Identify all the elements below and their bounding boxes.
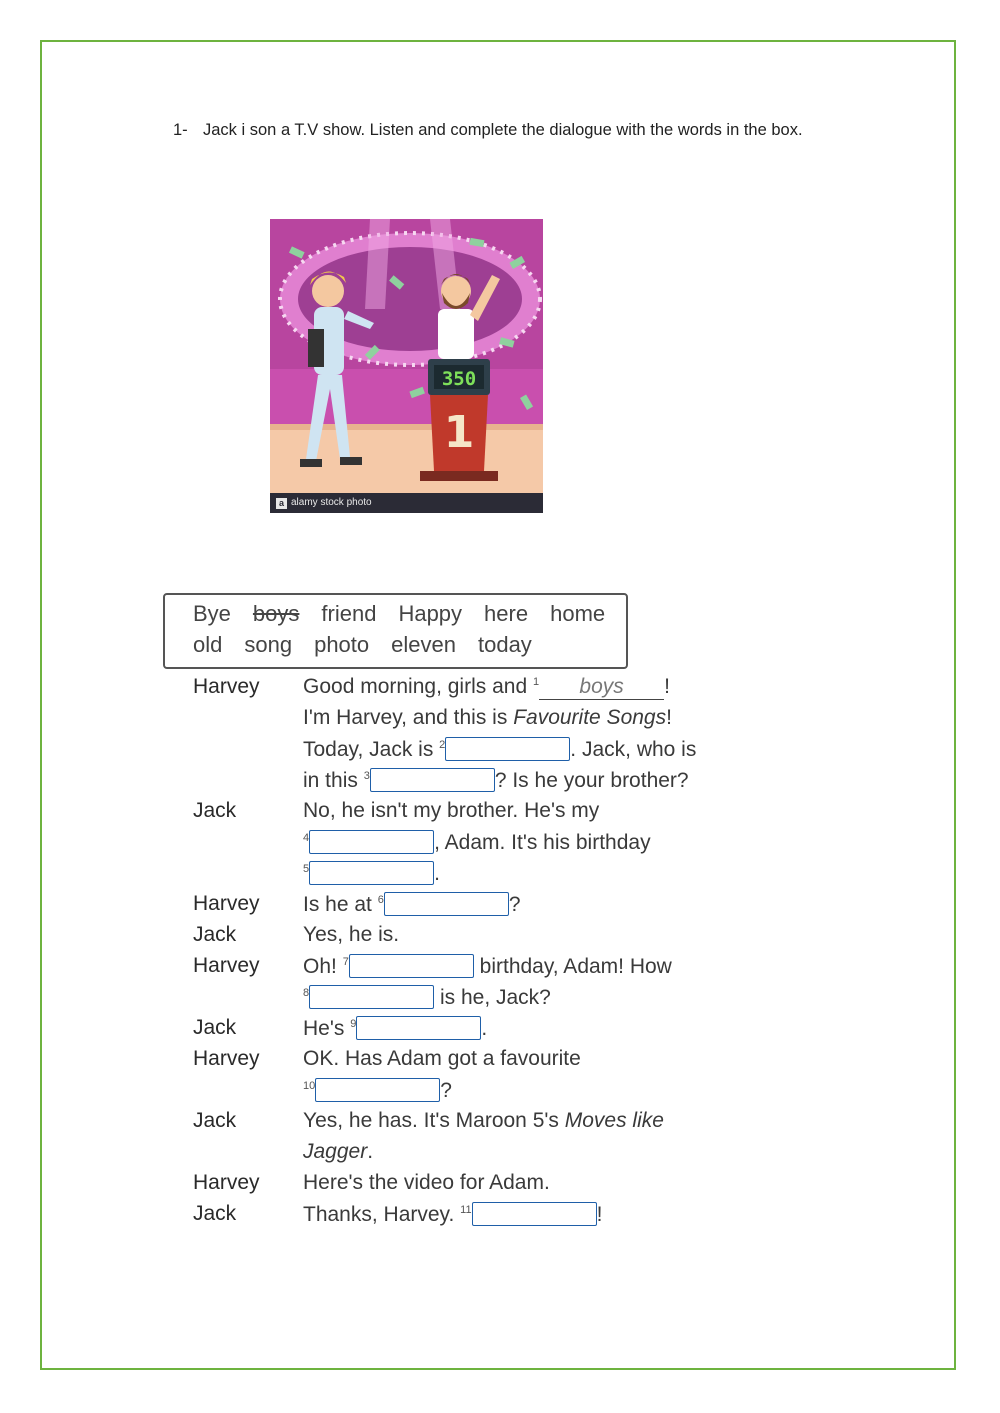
song-title: Jagger <box>303 1140 368 1163</box>
answer-blank-2[interactable] <box>445 737 570 761</box>
speaker-name: Jack <box>193 1109 237 1132</box>
word-chip: here <box>484 601 529 626</box>
speaker-name: Harvey <box>193 1047 260 1070</box>
answer-blank-6[interactable] <box>384 892 509 916</box>
exercise-instruction <box>173 118 853 142</box>
speaker-name: Jack <box>193 1202 237 1225</box>
word-chip: old <box>193 632 223 657</box>
line-text: He's <box>303 1017 351 1040</box>
score-display: 350 <box>441 368 477 390</box>
speaker-name: Harvey <box>193 675 260 698</box>
word-box <box>163 593 628 669</box>
word-chip-crossed: boys <box>252 601 300 626</box>
answer-blank-8[interactable] <box>309 985 434 1009</box>
blank-number: 7 <box>342 956 349 968</box>
answer-blank-7[interactable] <box>349 954 474 978</box>
game-show-scene <box>270 219 543 513</box>
word-chip: eleven <box>391 632 456 657</box>
show-title: Favourite Songs <box>513 706 667 729</box>
tv-show-illustration <box>270 219 543 513</box>
line-text: No, he isn't my brother. He's my <box>303 799 600 822</box>
song-title: Moves like <box>564 1109 664 1132</box>
blank-number: 1 <box>532 676 540 688</box>
word-chip: friend <box>321 601 377 626</box>
watermark-text: alamy stock photo <box>291 497 372 508</box>
speaker-name: Harvey <box>193 892 260 915</box>
instruction-text: Jack i son a T.V show. Listen and complete the dialogue with the words in the box. <box>203 121 803 139</box>
speaker-name: Jack <box>193 799 237 822</box>
line-text: . Jack, who is <box>570 738 697 761</box>
line-text: Today, Jack is <box>303 738 440 761</box>
line-text: ? Is he your brother? <box>494 769 689 792</box>
word-box-row-1 <box>193 601 627 627</box>
podium-number: 1 <box>443 407 475 458</box>
answer-blank-11[interactable] <box>472 1202 597 1226</box>
line-text: OK. Has Adam got a favourite <box>303 1047 581 1070</box>
speaker-name: Jack <box>193 923 237 946</box>
word-box-row-2 <box>193 632 554 658</box>
word-chip: home <box>550 601 606 626</box>
blank-number: 8 <box>303 987 310 999</box>
line-text: . <box>367 1140 374 1163</box>
line-text: , Adam. It's his birthday <box>434 831 651 854</box>
watermark <box>270 493 543 513</box>
line-text: ? <box>440 1079 452 1102</box>
line-text: in this <box>303 769 364 792</box>
line-text: ! <box>666 706 672 729</box>
blank-number: 4 <box>303 832 310 844</box>
line-text: . <box>481 1017 488 1040</box>
word-chip: photo <box>314 632 370 657</box>
line-text: Oh! <box>303 955 343 978</box>
line-text: I'm Harvey, and this is <box>303 706 514 729</box>
line-text: ? <box>508 893 521 916</box>
alamy-logo-icon: a <box>276 498 287 509</box>
answer-blank-9[interactable] <box>356 1016 481 1040</box>
line-text: Is he at <box>303 893 378 916</box>
blank-number: 2 <box>439 739 446 751</box>
example-answer: boys <box>539 675 664 700</box>
answer-blank-3[interactable] <box>370 768 495 792</box>
line-text: Yes, he is. <box>303 923 400 946</box>
answer-blank-4[interactable] <box>309 830 434 854</box>
blank-number: 6 <box>377 894 384 906</box>
line-text: Thanks, Harvey. <box>303 1203 461 1226</box>
line-text: Good morning, girls and <box>303 675 533 698</box>
blank-number: 3 <box>363 770 370 782</box>
line-text: . <box>434 862 440 885</box>
line-text: ! <box>664 675 670 698</box>
blank-number: 10 <box>303 1080 316 1092</box>
word-chip: Bye <box>193 601 231 626</box>
line-text: Here's the video for Adam. <box>303 1171 550 1194</box>
speaker-name: Harvey <box>193 954 260 977</box>
answer-blank-5[interactable] <box>309 861 434 885</box>
line-text: Yes, he has. It's Maroon 5's <box>303 1109 565 1132</box>
line-text: ! <box>596 1203 603 1226</box>
speaker-name: Jack <box>193 1016 237 1039</box>
word-chip: Happy <box>398 601 463 626</box>
line-text: birthday, Adam! How <box>473 955 672 978</box>
blank-number: 5 <box>303 863 310 875</box>
answer-blank-10[interactable] <box>315 1078 440 1102</box>
word-chip: today <box>477 632 532 657</box>
word-chip: song <box>244 632 293 657</box>
exercise-number: 1- <box>173 121 188 139</box>
blank-number: 9 <box>350 1018 357 1030</box>
line-text: is he, Jack? <box>434 986 551 1009</box>
blank-number: 11 <box>460 1204 472 1216</box>
speaker-name: Harvey <box>193 1171 260 1194</box>
